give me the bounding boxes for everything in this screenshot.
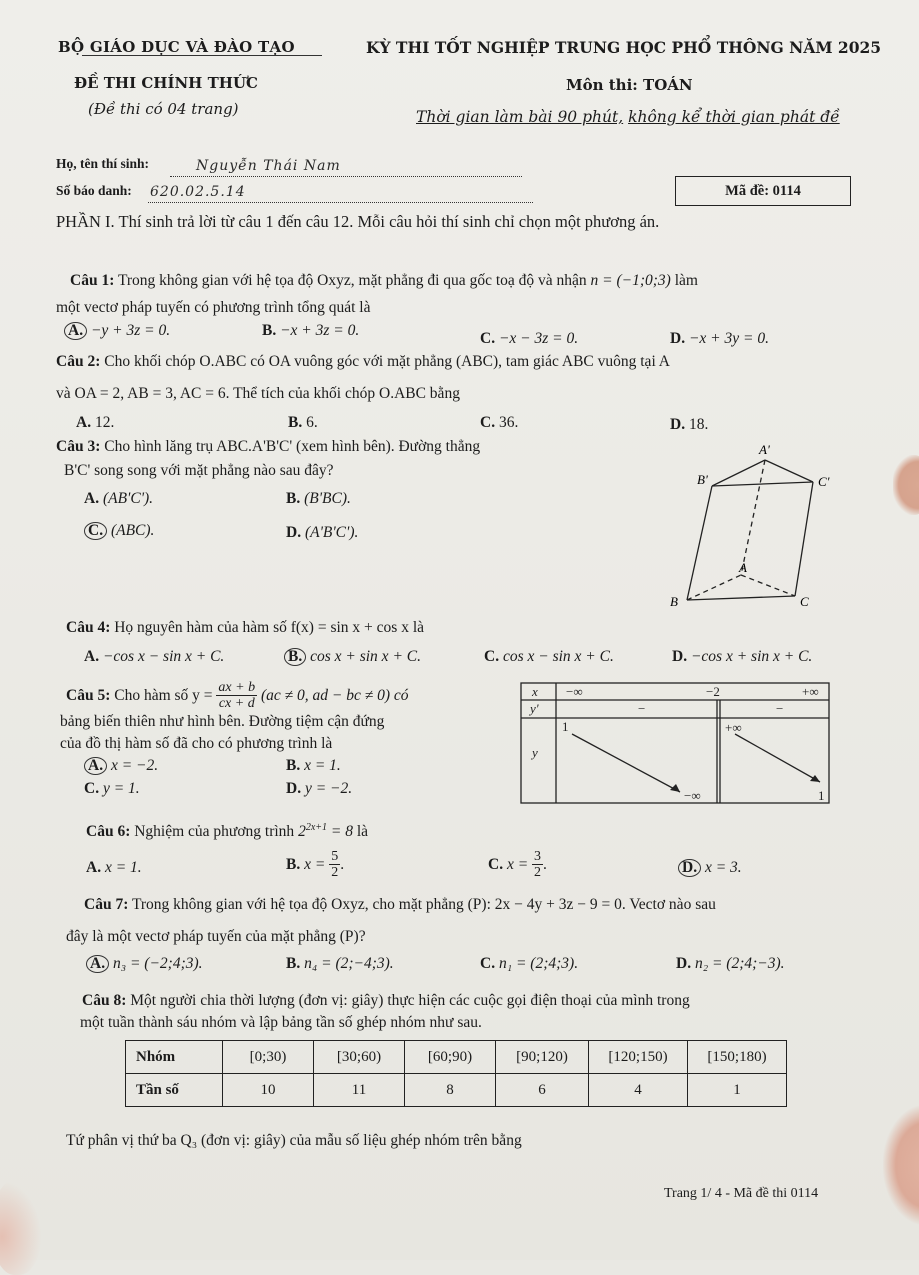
q8-text: Một người chia thời lượng (đơn vị: giây) thực hiện các cuộc gọi điện thoại của mình trong <box>130 992 690 1009</box>
option-value: y = 1. <box>102 780 140 797</box>
q2-option-c[interactable] <box>480 414 518 432</box>
option-value: 6. <box>306 414 318 431</box>
option-value: −x + 3z = 0. <box>280 322 360 339</box>
q2-num: Câu 2: <box>56 353 101 370</box>
q7-num: Câu 7: <box>84 896 129 913</box>
y-left-top: 1 <box>562 719 569 734</box>
name-label: Họ, tên thí sinh: <box>56 156 150 171</box>
option-value: −y + 3z = 0. <box>90 322 171 339</box>
q6-option-c[interactable]: C. x = $\frac{3}{2}$ . <box>488 849 547 880</box>
label-b1: B' <box>697 472 708 487</box>
q5-line2: bảng biến thiên như hình bên. Đường tiệm cận đứng <box>60 713 385 730</box>
q6-line <box>86 822 368 841</box>
option-value: −x + 3y = 0. <box>688 330 769 347</box>
q3-option-c[interactable] <box>84 522 154 540</box>
official-label: ĐỀ THI CHÍNH THỨC <box>74 74 258 92</box>
y-right-top: +∞ <box>725 720 742 735</box>
label-b: B <box>670 594 678 609</box>
id-value: 620.02.5.14 <box>150 184 246 200</box>
q4-num: Câu 4: <box>66 619 111 636</box>
option-value: n₃ = (−2;4;3). <box>112 955 203 972</box>
q5-option-d[interactable] <box>286 780 352 798</box>
option-letter: D. <box>678 859 701 877</box>
option-letter: D. <box>672 648 688 665</box>
option-letter: A. <box>64 322 87 340</box>
page-footer: Trang 1/ 4 - Mã đề thi 0114 <box>664 1186 819 1201</box>
option-letter: A. <box>84 757 107 775</box>
q7-option-c[interactable] <box>480 955 578 973</box>
option-letter: D. <box>670 416 686 433</box>
option-value: −cos x − sin x + C. <box>102 648 225 665</box>
option-value: (B'BC). <box>304 490 351 507</box>
pos-inf: +∞ <box>802 684 819 699</box>
q5-option-c[interactable] <box>84 780 140 798</box>
arrow-head <box>810 775 820 782</box>
q5-line1 <box>66 680 409 711</box>
finger-shadow <box>883 1105 919 1225</box>
option-letter: C. <box>480 330 496 347</box>
option-letter: B. <box>262 322 277 339</box>
q2-option-d[interactable] <box>670 416 708 434</box>
option-value: n₂ = (2;4;−3). <box>694 955 785 972</box>
eq-exponent: 2x+1 <box>305 822 327 833</box>
id-line <box>148 202 533 203</box>
id-label: Số báo danh: <box>56 183 132 198</box>
option-letter: C. <box>84 522 107 540</box>
option-letter: A. <box>86 955 109 973</box>
option-value: (AB'C'). <box>102 490 154 507</box>
q1-text: Trong không gian với hệ tọa độ Oxyz, mặt phẳng đi qua gốc toạ độ và nhận <box>117 272 587 289</box>
q4-option-a[interactable] <box>84 648 224 666</box>
q4-option-c[interactable] <box>484 648 614 666</box>
name-value: Nguyễn Thái Nam <box>196 158 341 174</box>
option-value: 12. <box>94 414 115 431</box>
time-prefix: Thời gian làm bài 90 phút, <box>416 108 624 126</box>
exam-code: Mã đề: 0114 <box>675 176 851 206</box>
q4-line <box>66 619 424 637</box>
q3-text: Cho hình lăng trụ ABC.A'B'C' (xem hình bên). Đường thẳng <box>104 438 481 455</box>
label-a: A <box>739 560 747 575</box>
q1-line1 <box>70 272 698 290</box>
q1-option-d[interactable] <box>670 330 769 348</box>
q1-text-b: làm <box>674 272 698 289</box>
q3-option-b[interactable] <box>286 490 351 508</box>
q5-text-a: Cho hàm số y = <box>114 686 213 704</box>
freq-cell: 11 <box>314 1074 405 1107</box>
option-value: x = 3. <box>704 859 742 876</box>
q7-option-a[interactable] <box>86 955 203 973</box>
eq-rhs: = 8 <box>330 823 353 841</box>
group-cell: [120;150) <box>589 1041 688 1074</box>
q2-line2: và OA = 2, AB = 3, AC = 6. Thể tích của khối chóp O.ABC bằng <box>56 385 460 402</box>
option-value: x = 1. <box>304 757 341 774</box>
q6-text-a: Nghiệm của phương trình <box>134 823 295 841</box>
variation-table <box>520 682 830 804</box>
option-letter: D. <box>286 524 302 541</box>
option-value: cos x − sin x + C. <box>502 648 614 665</box>
q3-option-a[interactable] <box>84 490 153 508</box>
option-value: x = −2. <box>110 757 159 774</box>
time-note <box>416 108 840 126</box>
q5-num: Câu 5: <box>66 686 111 704</box>
q1-option-c[interactable] <box>480 330 578 348</box>
q6-equation <box>298 823 353 840</box>
q1-option-a[interactable] <box>64 322 170 340</box>
x-mid: −2 <box>706 684 720 699</box>
option-value: n₁ = (2;4;3). <box>498 955 579 972</box>
ministry-title: BỘ GIÁO DỤC VÀ ĐÀO TẠO <box>58 38 295 56</box>
table-row <box>126 1041 787 1074</box>
q4-option-b[interactable] <box>284 648 421 666</box>
finger-shadow <box>893 455 919 515</box>
exam-title: KỲ THI TỐT NGHIỆP TRUNG HỌC PHỔ THÔNG NĂM 2025 <box>366 38 882 57</box>
option-letter: C. <box>84 780 100 797</box>
q3-option-d[interactable] <box>286 524 358 542</box>
x-label: x <box>532 684 538 699</box>
section-title <box>56 212 659 232</box>
prism-figure <box>655 440 855 620</box>
option-letter: C. <box>488 855 504 873</box>
freq-cell: 8 <box>405 1074 496 1107</box>
label-c: C <box>800 594 809 609</box>
time-suffix: không kể thời gian phát đề <box>628 108 840 126</box>
q1-option-b[interactable] <box>262 322 359 340</box>
q7-line1 <box>84 896 716 914</box>
q2-option-b[interactable] <box>288 414 318 432</box>
q7-text: Trong không gian với hệ tọa độ Oxyz, cho mặt phẳng (P): 2x − 4y + 3z − 9 = 0. Vectơ nào sau <box>131 896 716 913</box>
option-value: 18. <box>688 416 709 433</box>
frac-den: 2 <box>534 865 542 880</box>
option-letter: A. <box>86 859 102 876</box>
frac-num: 3 <box>534 849 542 864</box>
q8-line1 <box>82 992 690 1010</box>
y-left-bot: −∞ <box>684 788 701 803</box>
option-value: (A'B'C'). <box>304 524 359 541</box>
option-letter: B. <box>286 855 301 873</box>
group-cell: [150;180) <box>688 1041 787 1074</box>
row-header: Nhóm <box>126 1041 223 1074</box>
option-letter: B. <box>284 648 306 666</box>
q7-line2: đây là một vectơ pháp tuyến của mặt phẳng (P)? <box>66 928 366 945</box>
option-value: cos x + sin x + C. <box>310 648 421 665</box>
neg-inf: −∞ <box>566 684 583 699</box>
y-right-bot: 1 <box>818 788 825 803</box>
frac-num: ax + b <box>218 680 256 695</box>
frac-den: cx + d <box>218 696 255 711</box>
divider <box>82 55 322 56</box>
option-letter: B. <box>286 955 301 972</box>
q3-line2: B'C' song song với mặt phẳng nào sau đây? <box>64 462 334 479</box>
option-letter: C. <box>480 955 496 972</box>
label-c1: C' <box>818 474 830 489</box>
finger-shadow <box>0 1180 42 1275</box>
freq-cell: 4 <box>589 1074 688 1107</box>
q2-option-a[interactable] <box>76 414 114 432</box>
q6-num: Câu 6: <box>86 823 131 841</box>
option-letter: A. <box>84 490 100 507</box>
q6-option-a[interactable] <box>86 859 142 877</box>
q5-option-b[interactable] <box>286 757 341 775</box>
fraction <box>532 849 543 880</box>
sign-right: − <box>776 701 784 716</box>
frequency-table <box>125 1040 787 1107</box>
q8-line3: Tứ phân vị thứ ba Q₃ (đơn vị: giây) của mẫu số liệu ghép nhóm trên bằng <box>66 1132 522 1149</box>
q5-line3: của đồ thị hàm số đã cho có phương trình là <box>60 735 333 752</box>
q4-text: Họ nguyên hàm của hàm số f(x) = sin x + cos x là <box>114 619 424 636</box>
option-value: n₄ = (2;−4;3). <box>304 955 394 972</box>
option-letter: D. <box>286 780 302 797</box>
q6-option-b[interactable]: B. x = $\frac{5}{2}$ . <box>286 849 345 880</box>
option-letter: A. <box>76 414 92 431</box>
table-row <box>126 1074 787 1107</box>
option-value: −x − 3z = 0. <box>498 330 579 347</box>
q5-text-b: (ac ≠ 0, ad − bc ≠ 0) có <box>260 686 409 704</box>
eq-base: 2 <box>298 823 306 841</box>
option-letter: B. <box>286 757 301 774</box>
sign-left: − <box>638 701 646 716</box>
group-cell: [0;30) <box>223 1041 314 1074</box>
option-letter: D. <box>670 330 686 347</box>
option-value: 36. <box>498 414 519 431</box>
option-letter: C. <box>484 648 500 665</box>
group-cell: [90;120) <box>496 1041 589 1074</box>
fraction <box>329 849 340 880</box>
q5-fraction <box>216 680 257 711</box>
group-cell: [60;90) <box>405 1041 496 1074</box>
option-letter: B. <box>288 414 303 431</box>
q3-line1 <box>56 438 480 456</box>
q8-num: Câu 8: <box>82 992 127 1009</box>
q4-option-d[interactable] <box>672 648 812 666</box>
row-header: Tần số <box>126 1074 223 1107</box>
q1-line2: một vectơ pháp tuyến có phương trình tổng quát là <box>56 299 371 316</box>
q7-option-d[interactable] <box>676 955 785 973</box>
freq-cell: 10 <box>223 1074 314 1107</box>
q3-num: Câu 3: <box>56 438 101 455</box>
q1-vector: n = (−1;0;3) <box>590 272 671 289</box>
q2-text: Cho khối chóp O.ABC có OA vuông góc với mặt phẳng (ABC), tam giác ABC vuông tại A <box>104 353 670 370</box>
option-value: (ABC). <box>110 522 155 539</box>
freq-cell: 6 <box>496 1074 589 1107</box>
pages-note: (Đề thi có 04 trang) <box>88 100 239 118</box>
option-value: −cos x + sin x + C. <box>690 648 813 665</box>
q6-text-b: là <box>356 823 369 841</box>
frac-num: 5 <box>331 849 339 864</box>
q1-num: Câu 1: <box>70 272 115 289</box>
yp-label: y' <box>530 701 539 716</box>
q7-option-b[interactable] <box>286 955 394 973</box>
option-letter: C. <box>480 414 496 431</box>
option-value: x = 1. <box>104 859 142 876</box>
frac-den: 2 <box>331 865 339 880</box>
group-cell: [30;60) <box>314 1041 405 1074</box>
y-label: y <box>532 745 538 760</box>
option-letter: D. <box>676 955 692 972</box>
section-text: PHẦN I. Thí sinh trả lời từ câu 1 đến câu 12. Mỗi câu hỏi thí sinh chỉ chọn một phương án. <box>56 212 660 231</box>
label-a1: A' <box>759 442 770 457</box>
option-letter: B. <box>286 490 301 507</box>
freq-cell: 1 <box>688 1074 787 1107</box>
q2-line1 <box>56 353 670 371</box>
option-letter: A. <box>84 648 100 665</box>
option-value: y = −2. <box>304 780 353 797</box>
q8-line2: một tuần thành sáu nhóm và lập bảng tần số ghép nhóm như sau. <box>80 1014 482 1031</box>
q5-option-a[interactable] <box>84 757 158 775</box>
subject-label: Môn thi: TOÁN <box>566 76 693 94</box>
name-line <box>170 176 522 177</box>
q6-option-d[interactable] <box>678 859 742 877</box>
